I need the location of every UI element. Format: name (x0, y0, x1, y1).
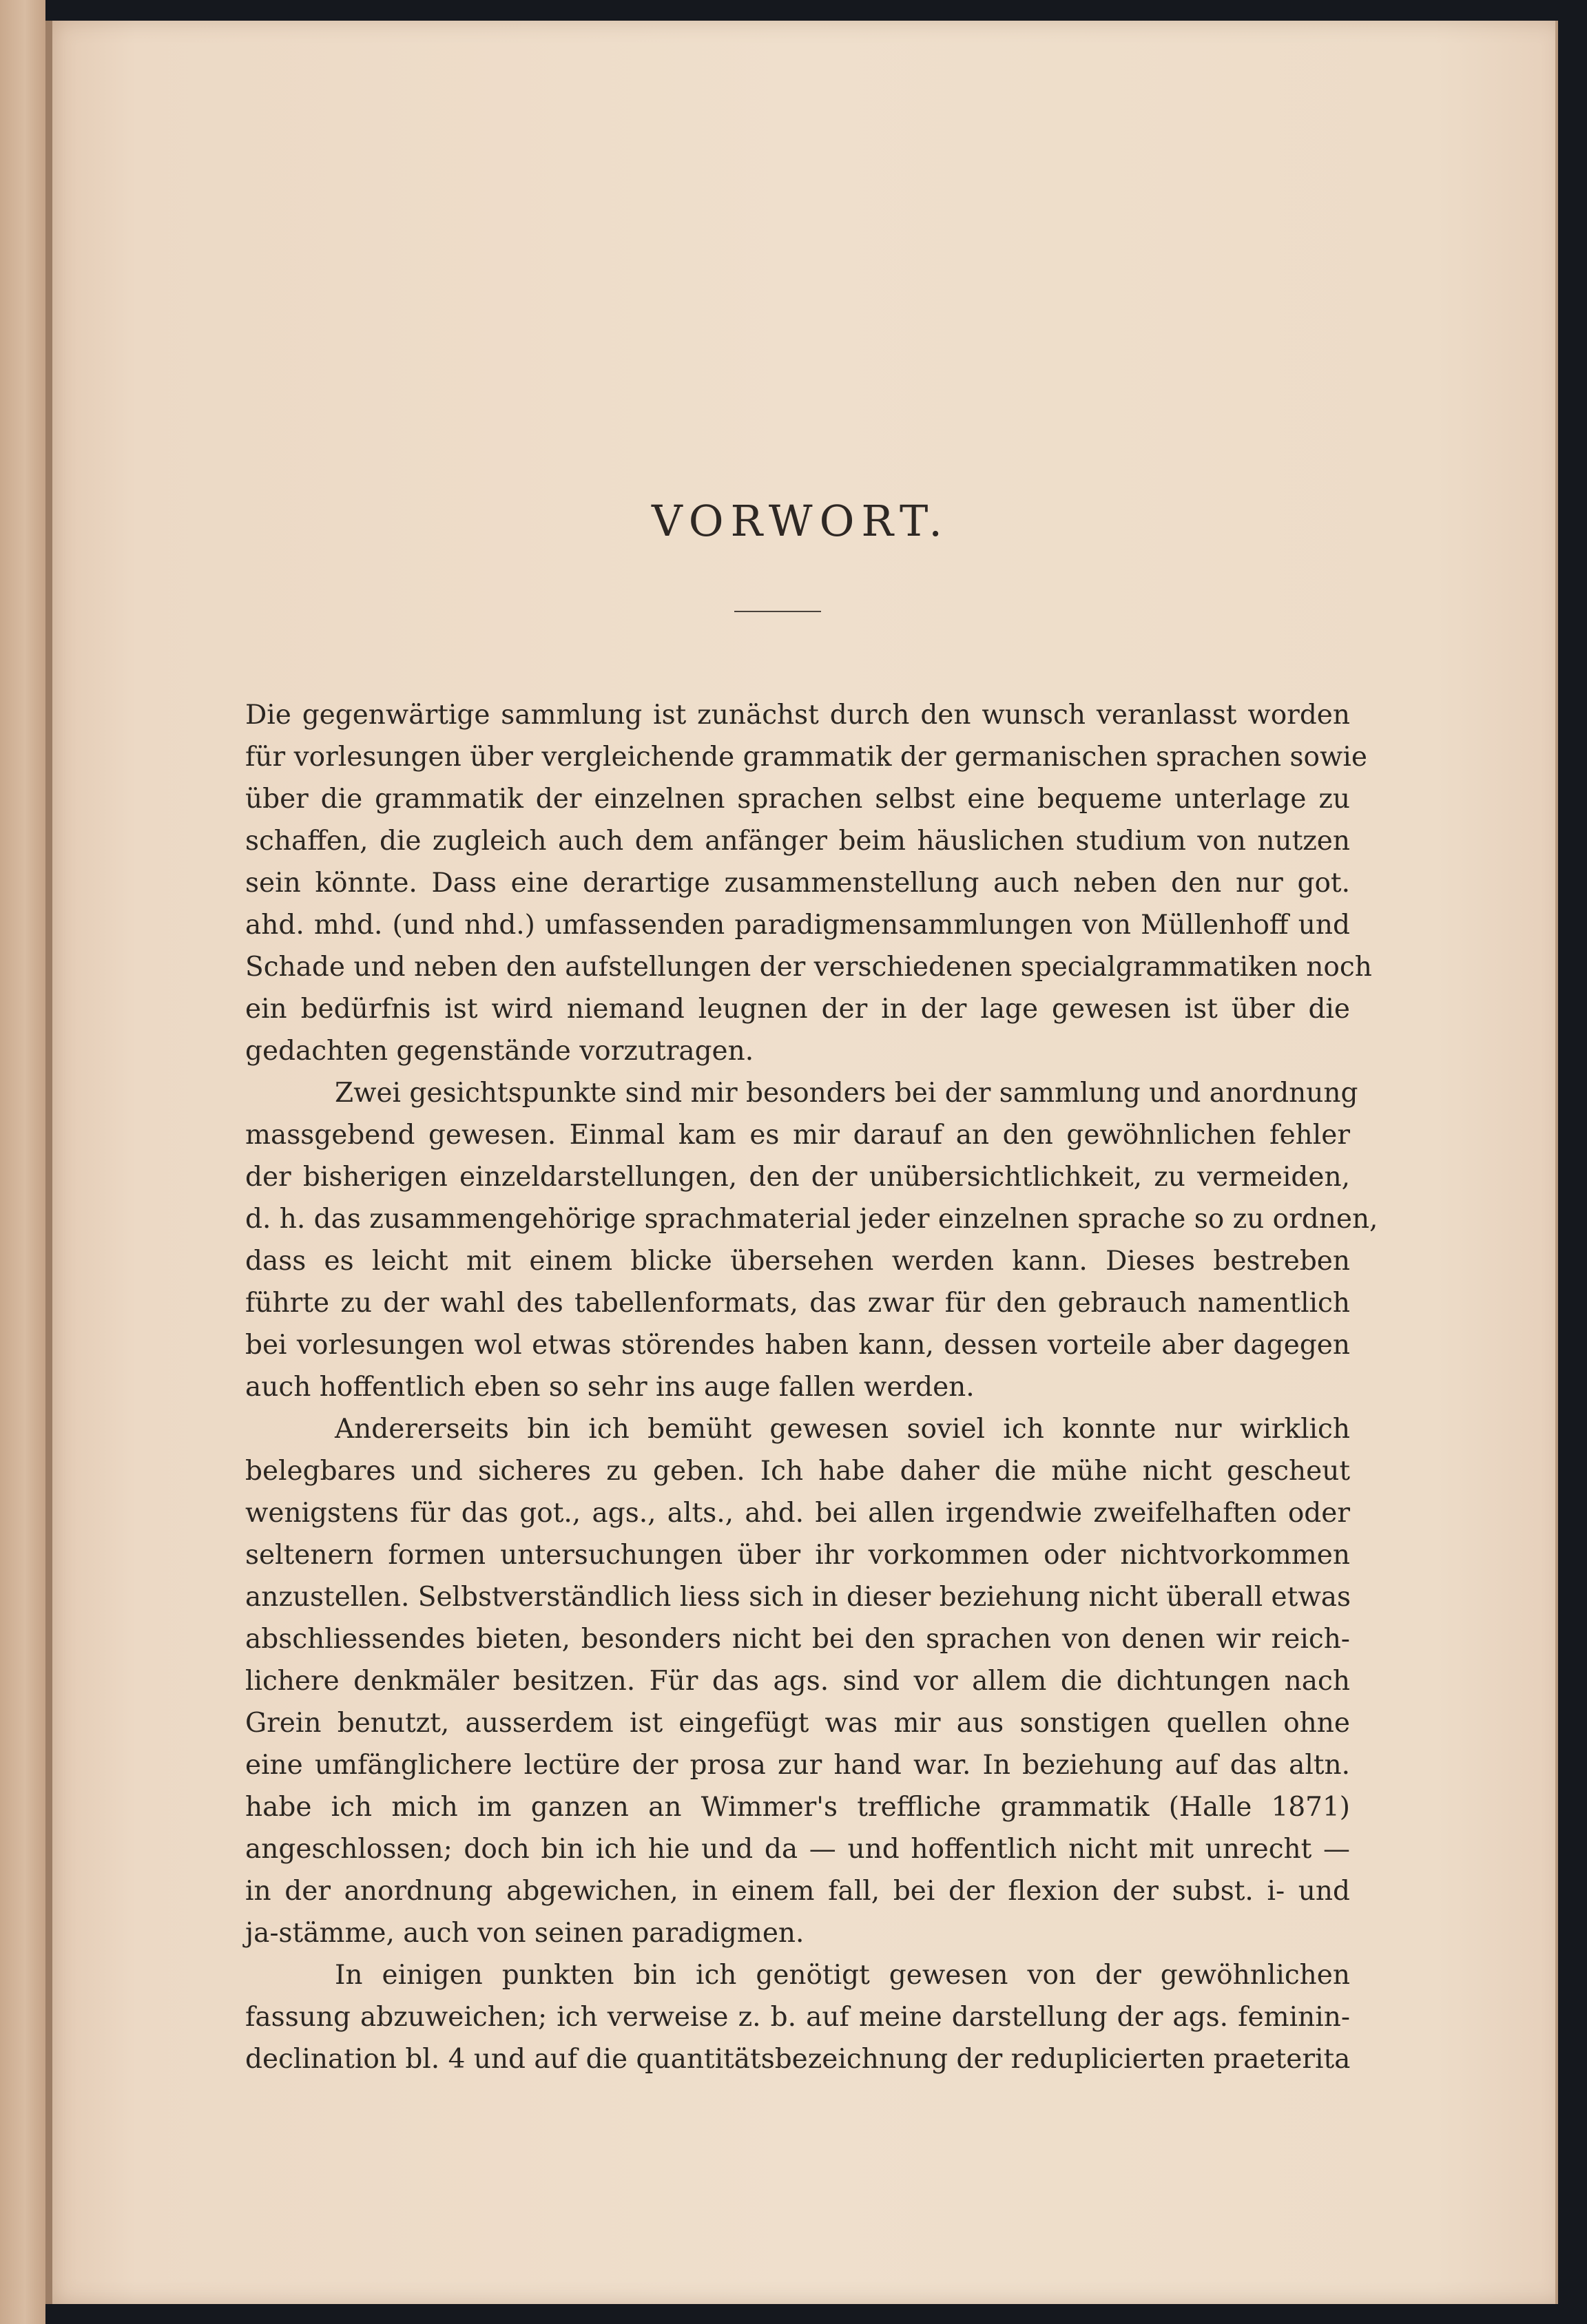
text-line: wenigstens für das got., ags., alts., ahd. bei allen irgendwie zweifelhaften oder (245, 1498, 1350, 1529)
text-line: bei vorlesungen wol etwas störendes haben kann, dessen vorteile aber dagegen (245, 1330, 1350, 1361)
text-line: sein könnte. Dass eine derartige zusammenstellung auch neben den nur got. (245, 868, 1350, 899)
text-line: Andererseits bin ich bemüht gewesen soviel ich konnte nur wirklich (335, 1414, 1350, 1445)
text-line: für vorlesungen über vergleichende grammatik der germanischen sprachen sowie (245, 742, 1367, 773)
text-line: dass es leicht mit einem blicke übersehen werden kann. Dieses bestreben (245, 1246, 1350, 1277)
text-line: ein bedürfnis ist wird niemand leugnen der in der lage gewesen ist über die (245, 994, 1350, 1025)
text-line: lichere denkmäler besitzen. Für das ags. sind vor allem die dichtungen nach (245, 1666, 1350, 1697)
page-gutter (45, 21, 52, 2304)
text-line: anzustellen. Selbstverständlich liess sich in dieser beziehung nicht überall etwas (245, 1582, 1351, 1613)
text-line: schaffen, die zugleich auch dem anfänger beim häuslichen studium von nutzen (245, 826, 1350, 857)
page-title: VORWORT. (652, 496, 949, 546)
title-rule (734, 611, 821, 612)
text-line: gedachten gegenstände vorzutragen. (245, 1036, 754, 1067)
text-line: auch hoffentlich eben so sehr ins auge fallen werden. (245, 1372, 975, 1403)
text-line: Schade und neben den aufstellungen der verschiedenen specialgrammatiken noch (245, 952, 1372, 983)
book-page (45, 21, 1558, 2304)
text-line: abschliessendes bieten, besonders nicht bei den sprachen von denen wir reich- (245, 1624, 1350, 1655)
text-line: fassung abzuweichen; ich verweise z. b. auf meine darstellung der ags. feminin- (245, 2002, 1350, 2033)
text-line: declination bl. 4 und auf die quantitätsbezeichnung der reduplicierten praeterita (245, 2044, 1351, 2075)
text-line: ahd. mhd. (und nhd.) umfassenden paradigmensammlungen von Müllenhoff und (245, 910, 1350, 941)
text-line: führte zu der wahl des tabellenformats, das zwar für den gebrauch namentlich (245, 1288, 1350, 1319)
text-line: über die grammatik der einzelnen sprachen selbst eine bequeme unterlage zu (245, 784, 1350, 815)
text-line: In einigen punkten bin ich genötigt gewesen von der gewöhnlichen (335, 1960, 1350, 1991)
text-line: angeschlossen; doch bin ich hie und da — und hoffentlich nicht mit unrecht — (245, 1834, 1350, 1865)
previous-page-edge (0, 0, 45, 2324)
text-line: massgebend gewesen. Einmal kam es mir darauf an den gewöhnlichen fehler (245, 1120, 1350, 1151)
text-line: belegbares und sicheres zu geben. Ich habe daher die mühe nicht gescheut (245, 1456, 1350, 1487)
text-line: Grein benutzt, ausserdem ist eingefügt was mir aus sonstigen quellen ohne (245, 1708, 1350, 1739)
paragraph-4 (245, 1954, 1350, 2080)
paragraph-3 (245, 1408, 1350, 1954)
paragraph-1 (245, 694, 1372, 1072)
text-line: Zwei gesichtspunkte sind mir besonders bei der sammlung und anordnung (335, 1078, 1358, 1109)
text-line: habe ich mich im ganzen an Wimmer's treffliche grammatik (Halle 1871) (245, 1792, 1350, 1823)
text-line: d. h. das zusammengehörige sprachmaterial jeder einzelnen sprache so zu ordnen, (245, 1204, 1378, 1235)
text-line: in der anordnung abgewichen, in einem fall, bei der flexion der subst. i- und (245, 1876, 1350, 1907)
text-line: ja-stämme, auch von seinen paradigmen. (245, 1918, 805, 1949)
body-text (245, 694, 1378, 2080)
text-line: eine umfänglichere lectüre der prosa zur hand war. In beziehung auf das altn. (245, 1750, 1350, 1781)
text-line: seltenern formen untersuchungen über ihr vorkommen oder nichtvorkommen (245, 1540, 1350, 1571)
paragraph-2 (245, 1072, 1378, 1408)
text-line: Die gegenwärtige sammlung ist zunächst durch den wunsch veranlasst worden (245, 700, 1350, 731)
text-line: der bisherigen einzeldarstellungen, den der unübersichtlichkeit, zu vermeiden, (245, 1162, 1350, 1193)
